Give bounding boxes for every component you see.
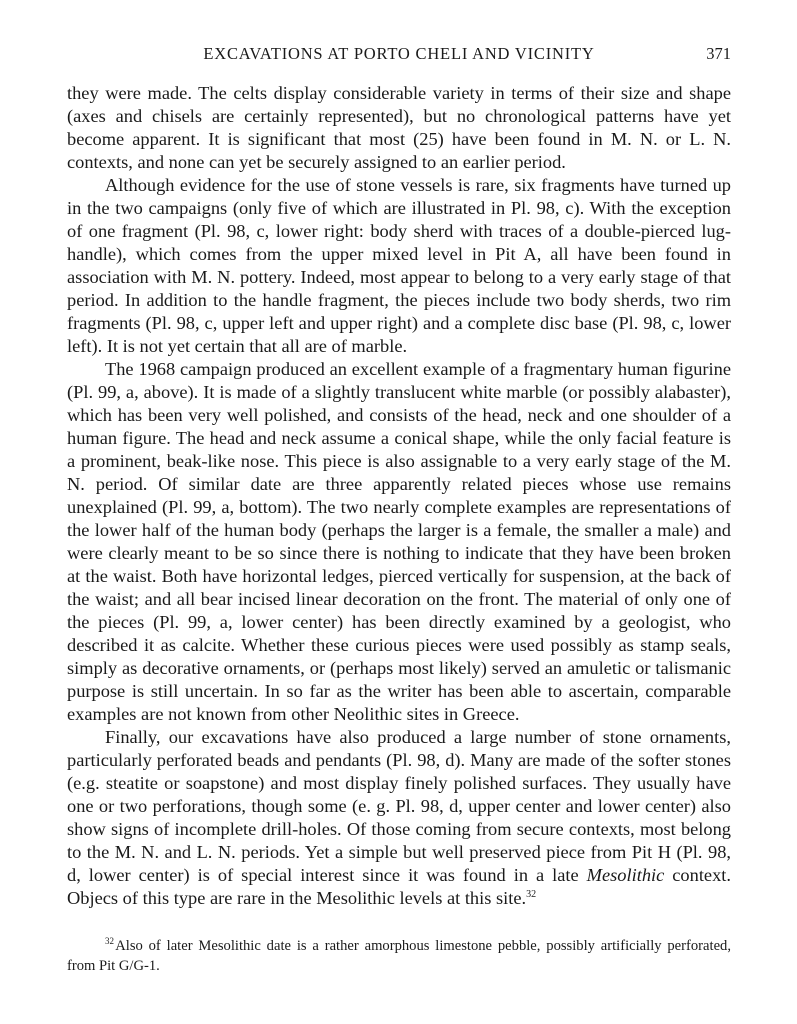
page-number: 371: [706, 44, 731, 63]
footnote-marker: 32: [105, 936, 114, 947]
running-title: EXCAVATIONS AT PORTO CHELI AND VICINITY: [203, 44, 595, 63]
paragraph-figurine: The 1968 campaign produced an excellent example of a fragmentary human figurine (Pl. 99, a, above). It is made of a slightly translucent white marble (or possibly alabaster), which has been very well polished, and consists of the head, neck and one shoulder of a human figure. The head and neck assume a conical shape, while the only facial feature is a prominent, beak-like nose. This piece is also assignable to a very early stage of the M. N. period. Of similar date are three apparently related pieces whose use remains unexplained (Pl. 99, a, bottom). The two nearly complete examples are representations of the lower half of the human body (perhaps the larger is a female, the smaller a male) and were clearly meant to be so since there is nothing to indicate that they have been broken at the waist. Both have horizontal ledges, pierced vertically for suspension, at the back of the waist; and all bear incised linear decoration on the front. The material of only one of the pieces (Pl. 99, a, lower center) has been directly examined by a geologist, who described it as calcite. Whether these curious pieces were used possibly as stamp seals, simply as decorative ornaments, or (perhaps most likely) served an amuletic or talismanic purpose is still uncertain. In so far as the writer has been able to ascertain, comparable examples are not known from other Neolithic sites in Greece.: [67, 359, 731, 724]
ornaments-text: Finally, our excavations have also produced a large number of stone ornaments, particularly perforated beads and pendants (Pl. 98, d). Many are made of the softer stones (e.g. steatite or soapstone) and most display finely polished surfaces. They usually have one or two perforations, though some (e. g. Pl. 98, d, upper center and lower center) also show signs of incomplete drill-holes. Of those coming from secure contexts, most belong to the M. N. and L. N. periods. Yet a simple but well preserved piece from Pit H (Pl. 98, d, lower center) is of special interest since it was found in a late: [67, 727, 731, 885]
footnote-text: Also of later Mesolithic date is a rather amorphous limestone pebble, possibly artificially perforated, from Pit G/G-1.: [67, 938, 731, 974]
paragraph-celts-continued: they were made. The celts display considerable variety in terms of their size and shape (axes and chisels are certainly represented), but no chronological patterns have yet become apparent. It is significant that most (25) have been found in M. N. or L. N. contexts, and none can yet be securely assigned to an earlier period.: [67, 83, 731, 172]
italic-term: Mesolithic: [586, 865, 665, 885]
paragraph-stone-vessels: Although evidence for the use of stone vessels is rare, six fragments have turned up in the two campaigns (only five of which are illustrated in Pl. 98, c). With the exception of one fragment (Pl. 98, c, lower right: body sherd with traces of a double-pierced lug-handle), which comes from the upper mixed level in Pit A, all have been found in association with M. N. pottery. Indeed, most appear to belong to a very early stage of that period. In addition to the handle fragment, the pieces include two body sherds, two rim fragments (Pl. 98, c, upper left and upper right) and a complete disc base (Pl. 98, c, lower left). It is not yet certain that all are of marble.: [67, 175, 731, 356]
ornaments-text-end: context. Objecs of this type are rare in the Mesolithic levels at this site.: [67, 865, 731, 908]
body-text: [67, 82, 731, 910]
page-header: [67, 44, 731, 68]
footnote-reference[interactable]: 32: [526, 888, 537, 900]
paragraph-stone-ornaments: [67, 726, 731, 910]
footnote: [67, 936, 731, 976]
